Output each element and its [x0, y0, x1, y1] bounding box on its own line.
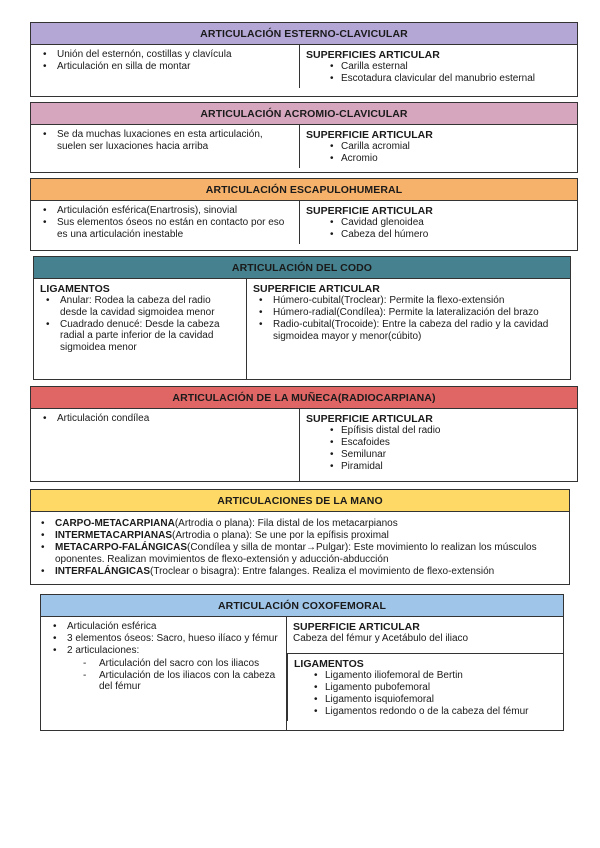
list-item: • Acromio — [328, 153, 571, 165]
list-item: • Radio-cubital(Trocoide): Entre la cabeza del radio y la cavidad sigmoidea mayor y menor(cúbito) — [253, 319, 564, 342]
notes-column — [31, 45, 299, 88]
list-item — [35, 542, 565, 565]
list-item: • Articulación condílea — [37, 413, 293, 425]
list-item: • Unión del esternón, costillas y clavícula — [37, 49, 293, 61]
description: (Artrodia o plana): Se une por la epífisis proximal — [172, 530, 389, 541]
card-muneca — [30, 386, 578, 482]
list-item: • Cavidad glenoidea — [328, 217, 571, 229]
section-title: SUPERFICIES ARTICULAR — [306, 49, 440, 61]
surface-column — [246, 279, 570, 379]
surface-column — [299, 125, 577, 168]
description: (Troclear o bisagra): Entre falanges. Realiza el movimiento de flexo-extensión — [150, 565, 495, 577]
ligaments-column — [34, 279, 246, 379]
description: (Condílea y silla de montar→Pulgar): Este movimiento lo realizan los músculos oponentes. Realizan movimientos de flexo-extensión y aducción-abducción — [55, 542, 537, 565]
card-title: ARTICULACIÓN ACROMIO-CLAVICULAR — [31, 103, 577, 125]
list-item: • Articulación esférica(Enartrosis), sinovial — [37, 205, 293, 217]
list-item: • 3 elementos óseos: Sacro, hueso ilíaco y fémur — [47, 633, 280, 645]
term: METACARPO-FALÁNGICAS — [55, 542, 188, 553]
card-escapulohumeral — [30, 178, 578, 251]
list-item: • Ligamento pubofemoral — [312, 682, 557, 694]
surface-text: Cabeza del fémur y Acetábulo del iliaco — [293, 633, 469, 644]
list-item: • Húmero-radial(Condílea): Permite la lateralización del brazo — [253, 307, 564, 319]
list-item: • Semilunar — [328, 449, 571, 461]
ligaments-section — [287, 653, 563, 721]
list-item: • Se da muchas luxaciones en esta articulación, suelen ser luxaciones hacia arriba — [37, 129, 293, 152]
section-title: SUPERFICIE ARTICULAR — [253, 283, 380, 295]
list-item: • Húmero-cubital(Troclear): Permite la flexo-extensión — [253, 295, 564, 307]
card-title: ARTICULACIÓN COXOFEMORAL — [41, 595, 563, 617]
notes-column — [41, 617, 286, 730]
card-mano — [30, 489, 570, 585]
list-item — [35, 518, 565, 530]
list-item: • Escotadura clavicular del manubrio esternal — [328, 73, 571, 85]
surface-column — [299, 201, 577, 244]
list-item: • Piramidal — [328, 461, 571, 473]
section-title: LIGAMENTOS — [294, 658, 364, 670]
card-title: ARTICULACIÓN ESTERNO-CLAVICULAR — [31, 23, 577, 45]
list-item: • Anular: Rodea la cabeza del radio desde la cavidad sigmoidea menor — [40, 295, 240, 318]
list-item: • Sus elementos óseos no están en contacto por eso es una articulación inestable — [37, 217, 293, 240]
surface-column — [299, 45, 577, 88]
section-title: SUPERFICIE ARTICULAR — [293, 621, 420, 633]
section-title: SUPERFICIE ARTICULAR — [306, 129, 433, 141]
term: CARPO-METACARPIANA — [55, 518, 175, 529]
notes-column — [31, 201, 299, 244]
card-title: ARTICULACIÓN ESCAPULOHUMERAL — [31, 179, 577, 201]
notes-column — [31, 125, 299, 168]
card-title: ARTICULACIÓN DEL CODO — [34, 257, 570, 279]
list-item: • Cuadrado denucé: Desde la cabeza radial a parte inferior de la cavidad sigmoidea menor — [40, 319, 240, 354]
list-item: • Articulación en silla de montar — [37, 61, 293, 73]
right-column — [286, 617, 563, 730]
card-coxofemoral — [40, 594, 564, 731]
list-item: • Carilla esternal — [328, 61, 571, 73]
card-title: ARTICULACIÓN DE LA MUÑECA(RADIOCARPIANA) — [31, 387, 577, 409]
list-item: • Ligamento iliofemoral de Bertin — [312, 670, 557, 682]
section-title: SUPERFICIE ARTICULAR — [306, 205, 433, 217]
card-title: ARTICULACIONES DE LA MANO — [31, 490, 569, 512]
list-item: • Ligamento isquiofemoral — [312, 694, 557, 706]
list-item: - Articulación de los iliacos con la cabeza del fémur — [83, 670, 280, 693]
term: INTERFALÁNGICAS — [55, 565, 150, 577]
description: (Artrodia o plana): Fila distal de los metacarpianos — [174, 518, 398, 529]
list-item: • Cabeza del húmero — [328, 229, 571, 241]
card-esterno-clavicular — [30, 22, 578, 97]
list-item: - Articulación del sacro con los iliacos — [83, 658, 280, 670]
surface-column — [299, 409, 577, 481]
term: INTERMETACARPIANAS — [55, 530, 173, 541]
list-item: • Articulación esférica — [47, 621, 280, 633]
section-title: SUPERFICIE ARTICULAR — [306, 413, 433, 425]
list-item: • Escafoides — [328, 437, 571, 449]
list-item — [35, 566, 565, 578]
list-item: • Epífisis distal del radio — [328, 425, 571, 437]
section-title: LIGAMENTOS — [40, 283, 110, 295]
surface-section — [287, 617, 563, 653]
notes-column — [31, 512, 569, 580]
card-codo — [33, 256, 571, 380]
notes-column — [31, 409, 299, 481]
card-acromio-clavicular — [30, 102, 578, 173]
list-item: • 2 articulaciones: — [47, 645, 280, 657]
list-item: • Carilla acromial — [328, 141, 571, 153]
list-item: • Ligamentos redondo o de la cabeza del fémur — [312, 706, 557, 718]
list-item — [35, 530, 565, 542]
